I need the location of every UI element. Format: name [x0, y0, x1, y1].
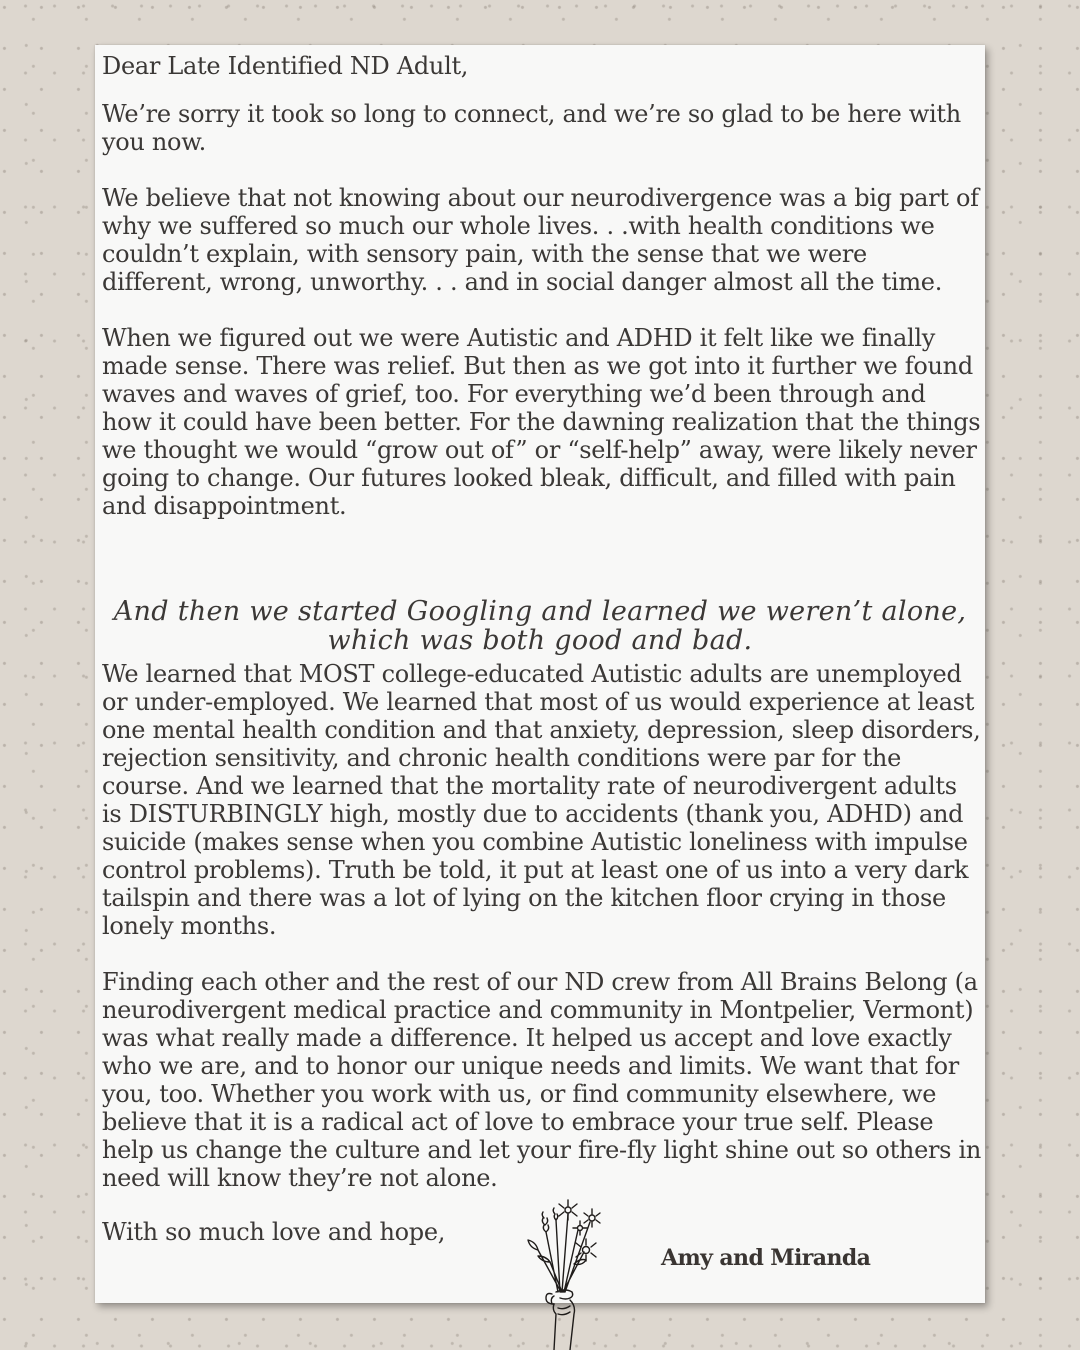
letter-paragraph-3: When we figured out we were Autistic and ADHD it felt like we finally made sense. There was relief. But then as we got into it further we found waves and waves of grief, too. For everything we’d been through and how it could have been better. For the dawning realization that the things we thought we would “grow out of” or “self-help” away, were likely never going to change. Our futures looked bleak, difficult, and filled with pain and disappointment. [102, 324, 981, 520]
flower-bouquet-icon [518, 1192, 610, 1350]
letter-body [102, 52, 982, 548]
letter-paragraph-1: We’re sorry it took so long to connect, and we’re so glad to be here with you now. [102, 100, 961, 156]
letter-signoff: With so much love and hope, [102, 1218, 446, 1246]
letter-paragraph-5: Finding each other and the rest of our ND crew from All Brains Belong (a neurodivergent medical practice and community in Montpelier, Vermont) was what really made a difference. It helped us accept and love exactly who we are, and to honor our unique needs and limits. We want that for you, too. Whether you work with us, or find community elsewhere, we believe that it is a radical act of love to embrace your true self. Please help us change the culture and let your fire-fly light shine out so others in need will know they’re not alone. [102, 968, 982, 1192]
letter-greeting: Dear Late Identified ND Adult, [102, 52, 469, 80]
pull-quote: And then we started Googling and learned we weren’t alone, which was both good and bad. [113, 596, 967, 656]
letter-signature: Amy and Miranda [661, 1245, 871, 1271]
letter-paragraph-2: We believe that not knowing about our neurodivergence was a big part of why we suffered so much our whole lives. . .with health conditions we couldn’t explain, with sensory pain, with the sense that we were different, wrong, unworthy. . . and in social danger almost all the time. [102, 184, 979, 296]
letter-paragraph-4: We learned that MOST college-educated Autistic adults are unemployed or under-employed. We learned that most of us would experience at least one mental health condition and that anxiety, depression, sleep disorders, rejection sensitivity, and chronic health conditions were par for the course. And we learned that the mortality rate of neurodivergent adults is DISTURBINGLY high, mostly due to accidents (thank you, ADHD) and suicide (makes sense when you combine Autistic loneliness with impulse control problems). Truth be told, it put at least one of us into a very dark tailspin and there was a lot of lying on the kitchen floor crying in those lonely months. [102, 660, 981, 940]
